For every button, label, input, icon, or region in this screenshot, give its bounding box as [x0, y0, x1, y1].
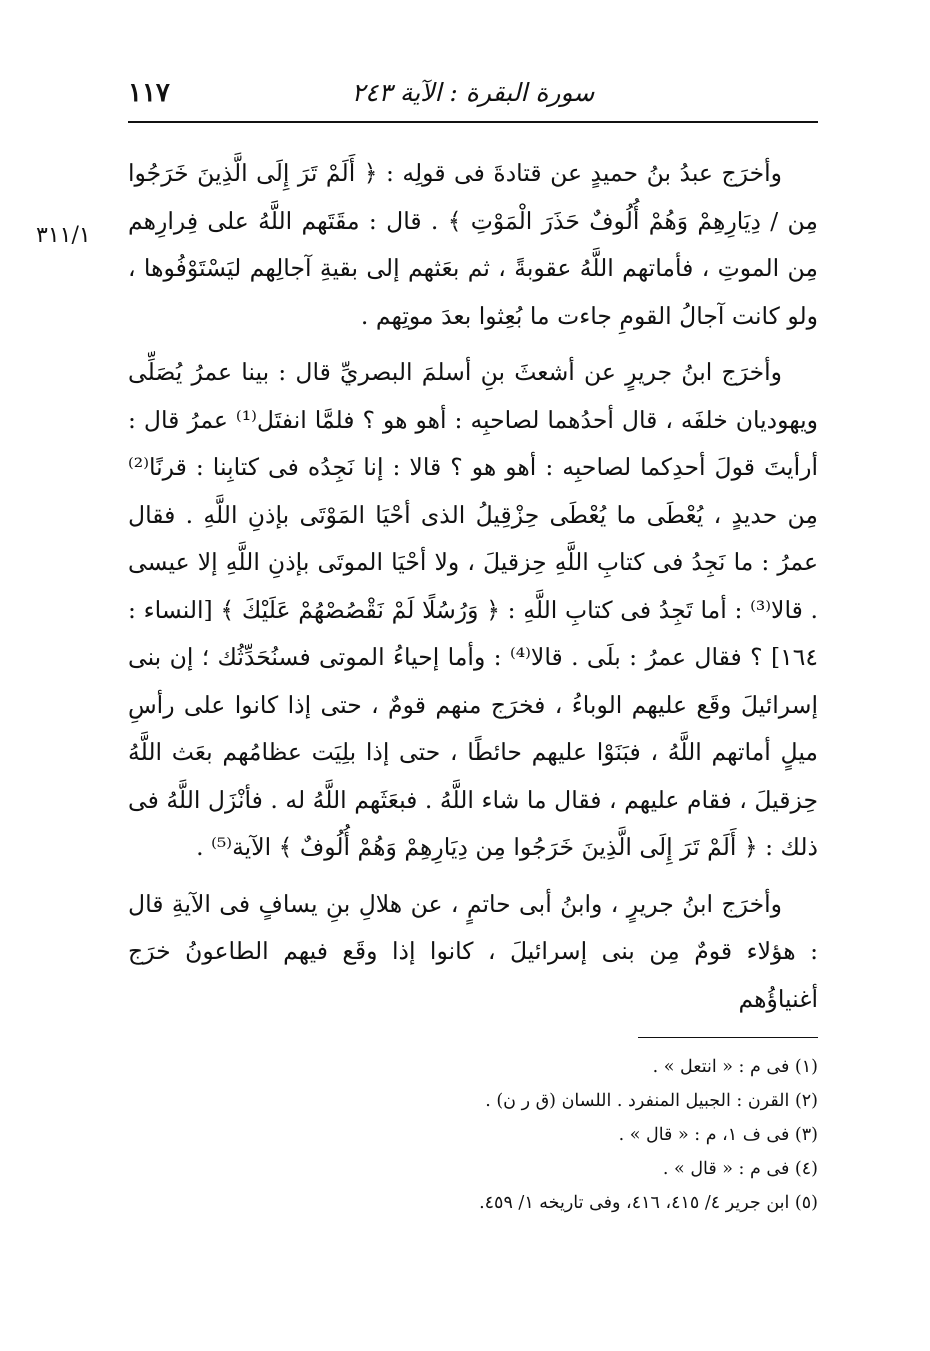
running-title: سورة البقرة : الآية ٢٤٣	[351, 78, 595, 107]
footnote-rule	[638, 1037, 818, 1038]
footnote: (٤) فى م : « قال » .	[662, 1159, 818, 1179]
paragraph: وأخرَج ابنُ جريرٍ ، وابنُ أبى حاتمٍ ، عن هلالِ بنِ يسافٍ فى الآيةِ قال : هؤلاء قومٌ مِن بنى إسرائيلَ ، كانوا إذا وقَع فيهم الطاعونُ خرَج أغنياؤُهم	[128, 889, 818, 1013]
page-number: ١١٧	[128, 78, 170, 108]
footnote: (١) فى م : « انتعل » .	[652, 1057, 818, 1077]
footnotes	[128, 1050, 818, 1220]
paragraph: وأخرَج عبدُ بنُ حميدٍ عن قتادةَ فى قولِه : ﴿ أَلَمْ تَرَ إِلَى الَّذِينَ خَرَجُوا مِن / دِيَارِهِمْ وَهُمْ أُلُوفٌ حَذَرَ الْمَوْتِ ﴾ . قال : مقَتَهم اللَّهُ على فِرارِهم مِن الموتِ ، فأماتهم اللَّهُ عقوبةً ، ثم بعَثهم إلى بقيةِ آجالِهم ليَسْتَوْفُوها ، ولو كانت آجالُ القومِ جاءت ما بُعِثوا بعدَ موتِهم .	[128, 159, 818, 330]
main-text	[128, 150, 818, 1032]
footnote: (٢) القرن : الجبيل المنفرد . اللسان (ق ر ن) .	[485, 1091, 818, 1111]
page-header	[128, 78, 818, 122]
header-rule	[128, 121, 818, 123]
paragraph: وأخرَج ابنُ جريرٍ عن أشعثَ بنِ أسلمَ البصريِّ قال : بينا عمرُ يُصَلِّى ويهوديان خلفَه ، قال أحدُهما لصاحبِه : أهو هو ؟ فلمَّا انفتَل⁽¹⁾ عمرُ قال : أرأيتَ قولَ أحدِكما لصاحبِه : أهو هو ؟ قالا : إنا نَجِدُه فى كتابِنا : قرنًا⁽²⁾ مِن حديدٍ ، يُعْطَى ما يُعْطَى حِزْقِيلُ الذى أحْيَا المَوْتَى بإذنِ اللَّهِ . فقال عمرُ : ما نَجِدُ فى كتابِ اللَّهِ حِزقيلَ ، ولا أحْيَا الموتَى بإذنِ اللَّهِ إلا عيسى . قالا⁽³⁾ : أما تَجِدُ فى كتابِ اللَّهِ : ﴿ وَرُسُلًا لَمْ نَقْصُصْهُمْ عَلَيْكَ ﴾ [النساء : ١٦٤] ؟ فقال عمرُ : بلَى . قالا⁽⁴⁾ : وأما إحياءُ الموتى فسنُحَدِّثُك ؛ إن بنى إسرائيلَ وقَع عليهم الوباءُ ، فخرَج منهم قومٌ ، حتى إذا كانوا على رأسِ ميلٍ أماتهم اللَّهُ ، فبَنَوْا عليهم حائطًا ، حتى إذا بلِيَت عظامُهم بعَث اللَّهُ حِزقيلَ ، فقام عليهم ، فقال ما شاء اللَّهُ . فبعَثَهم اللَّهُ له . فأنْزَل اللَّهُ فى ذلك : ﴿ أَلَمْ تَرَ إِلَى الَّذِينَ خَرَجُوا مِن دِيَارِهِمْ وَهُمْ أُلُوفٌ ﴾ الآية⁽⁵⁾ .	[128, 358, 818, 861]
footnote: (٣) فى ف ١، م : « قال » .	[618, 1125, 818, 1145]
footnote: (٥) ابن جرير ٤/ ٤١٥، ٤١٦، وفى تاريخه ١/ ٤٥٩.	[479, 1193, 818, 1213]
margin-reference: ٣١١/١	[36, 223, 91, 248]
